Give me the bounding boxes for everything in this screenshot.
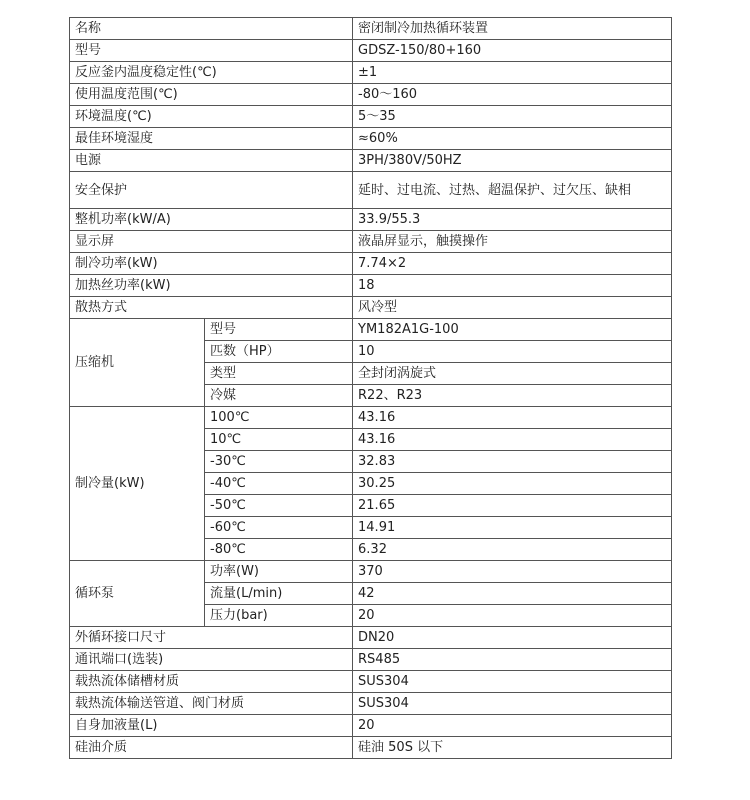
row-label: 环境温度(℃) — [70, 106, 353, 128]
table-row — [70, 319, 672, 341]
table-row — [70, 649, 672, 671]
table-row — [70, 715, 672, 737]
sub-label: -50℃ — [205, 495, 353, 517]
row-label: 最佳环境湿度 — [70, 128, 353, 150]
sub-value: 370 — [353, 561, 672, 583]
sub-label: 类型 — [205, 363, 353, 385]
row-label: 外循环接口尺寸 — [70, 627, 353, 649]
sub-label: -80℃ — [205, 539, 353, 561]
sub-value: 43.16 — [353, 429, 672, 451]
cooling-group-label: 制冷量(kW) — [70, 407, 205, 561]
row-label: 名称 — [70, 18, 353, 40]
row-value: 风冷型 — [353, 297, 672, 319]
table-row — [70, 231, 672, 253]
row-label: 加热丝功率(kW) — [70, 275, 353, 297]
table-row — [70, 150, 672, 172]
row-label: 型号 — [70, 40, 353, 62]
table-row — [70, 18, 672, 40]
sub-label: -30℃ — [205, 451, 353, 473]
table-row — [70, 40, 672, 62]
row-label: 显示屏 — [70, 231, 353, 253]
sub-label: 匹数（HP） — [205, 341, 353, 363]
sub-label: 压力(bar) — [205, 605, 353, 627]
sub-label: 100℃ — [205, 407, 353, 429]
row-label: 反应釜内温度稳定性(℃) — [70, 62, 353, 84]
row-label: 安全保护 — [70, 172, 353, 209]
sub-value: 32.83 — [353, 451, 672, 473]
row-value: 20 — [353, 715, 672, 737]
row-label: 硅油介质 — [70, 737, 353, 759]
table-row — [70, 627, 672, 649]
sub-value: 10 — [353, 341, 672, 363]
sub-label: 冷媒 — [205, 385, 353, 407]
table-row — [70, 407, 672, 429]
spec-table — [69, 17, 672, 759]
pump-group-label: 循环泵 — [70, 561, 205, 627]
row-value: 3PH/380V/50HZ — [353, 150, 672, 172]
row-value: 5～35 — [353, 106, 672, 128]
table-row — [70, 106, 672, 128]
sub-value: 30.25 — [353, 473, 672, 495]
table-row — [70, 297, 672, 319]
sub-label: 10℃ — [205, 429, 353, 451]
table-row — [70, 62, 672, 84]
table-row — [70, 128, 672, 150]
sub-value: 全封闭涡旋式 — [353, 363, 672, 385]
sub-value: 43.16 — [353, 407, 672, 429]
row-label: 通讯端口(选装) — [70, 649, 353, 671]
row-value: SUS304 — [353, 671, 672, 693]
table-row — [70, 84, 672, 106]
row-value: ±1 — [353, 62, 672, 84]
sub-value: 42 — [353, 583, 672, 605]
table-row — [70, 561, 672, 583]
row-label: 制冷功率(kW) — [70, 253, 353, 275]
table-row — [70, 693, 672, 715]
row-label: 载热流体输送管道、阀门材质 — [70, 693, 353, 715]
row-value: RS485 — [353, 649, 672, 671]
sub-value: 20 — [353, 605, 672, 627]
row-value: ≈60% — [353, 128, 672, 150]
row-value: 硅油 50S 以下 — [353, 737, 672, 759]
sub-value: 14.91 — [353, 517, 672, 539]
sub-value: YM182A1G-100 — [353, 319, 672, 341]
sub-value: 6.32 — [353, 539, 672, 561]
row-value: DN20 — [353, 627, 672, 649]
row-value: GDSZ-150/80+160 — [353, 40, 672, 62]
sub-label: 型号 — [205, 319, 353, 341]
row-value: 延时、过电流、过热、超温保护、过欠压、缺相 — [353, 172, 672, 209]
sub-label: -60℃ — [205, 517, 353, 539]
row-label: 散热方式 — [70, 297, 353, 319]
table-row — [70, 253, 672, 275]
row-label: 电源 — [70, 150, 353, 172]
sub-value: R22、R23 — [353, 385, 672, 407]
row-value: -80～160 — [353, 84, 672, 106]
row-value: 33.9/55.3 — [353, 209, 672, 231]
table-row — [70, 671, 672, 693]
row-label: 整机功率(kW/A) — [70, 209, 353, 231]
row-label: 使用温度范围(℃) — [70, 84, 353, 106]
table-row — [70, 275, 672, 297]
table-row — [70, 172, 672, 209]
row-value: 18 — [353, 275, 672, 297]
row-label: 载热流体储槽材质 — [70, 671, 353, 693]
sub-label: 流量(L/min) — [205, 583, 353, 605]
row-value: 液晶屏显示，触摸操作 — [353, 231, 672, 253]
row-label: 自身加液量(L) — [70, 715, 353, 737]
sub-value: 21.65 — [353, 495, 672, 517]
table-row — [70, 737, 672, 759]
row-value: SUS304 — [353, 693, 672, 715]
compressor-group-label: 压缩机 — [70, 319, 205, 407]
sub-label: 功率(W) — [205, 561, 353, 583]
row-value: 密闭制冷加热循环装置 — [353, 18, 672, 40]
sub-label: -40℃ — [205, 473, 353, 495]
row-value: 7.74×2 — [353, 253, 672, 275]
table-row — [70, 209, 672, 231]
